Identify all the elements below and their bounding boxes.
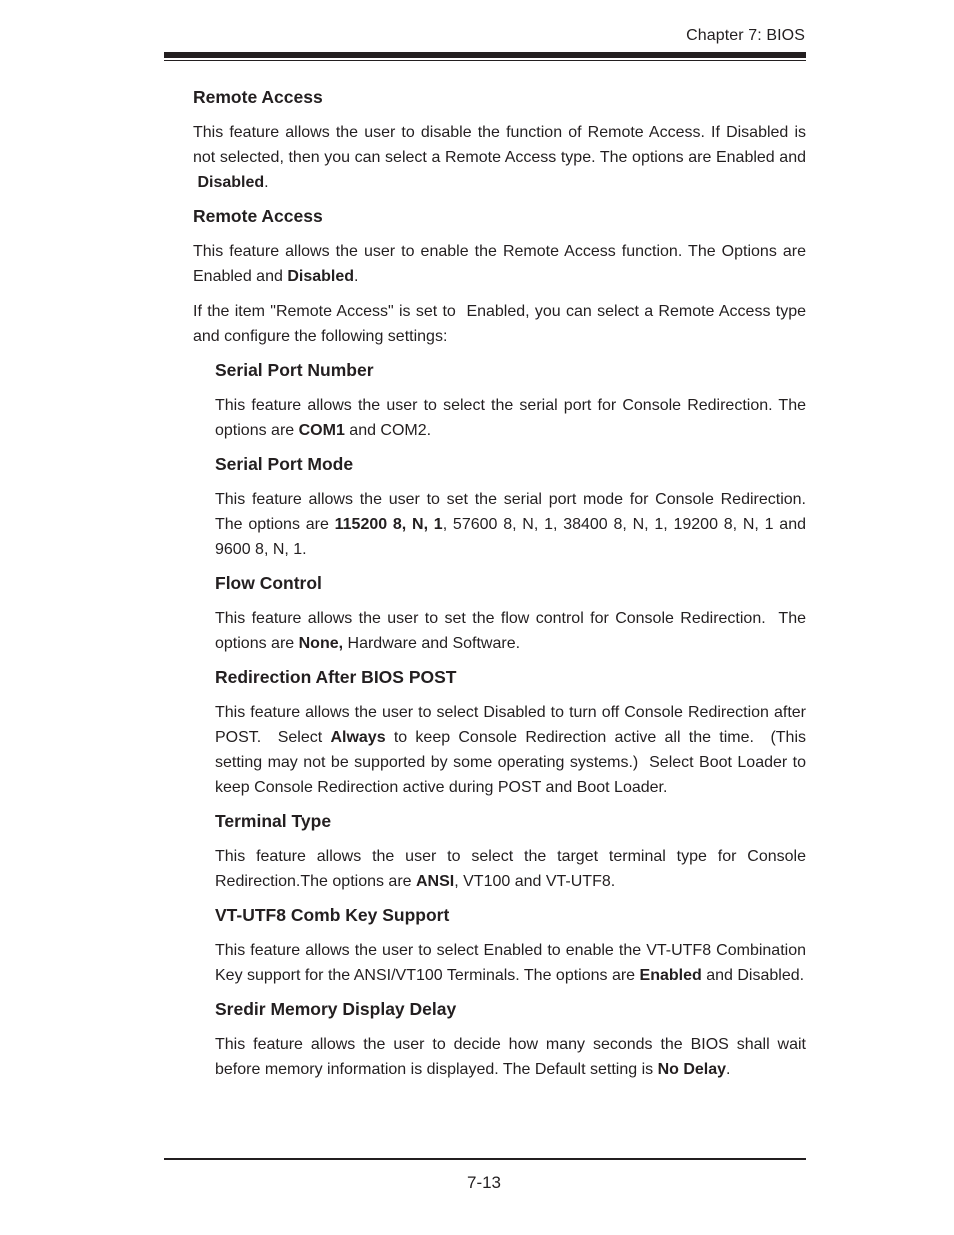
header-rule-thick [164,52,806,58]
section-paragraph: This feature allows the user to set the serial port mode for Console Redirection. The options are 115200 8, N, 1, 57600 8, N, 1, 38400 8, N, 1, 19200 8, N, 1 and 9600 8, N, 1. [215,491,807,558]
section-paragraph: This feature allows the user to disable the function of Remote Access. If Disabled is not selected, then you can select a Remote Access type. The options are Enabled and Disabled. [193,124,806,191]
chapter-header: Chapter 7: BIOS [686,27,805,44]
page-content [193,86,806,1082]
section-flow-control [215,572,806,656]
section-paragraph: This feature allows the user to select the serial port for Console Redirection. The options are COM1 and COM2. [215,397,806,439]
footer-rule [164,1158,806,1160]
section-heading: VT-UTF8 Comb Key Support [215,905,450,925]
section-terminal-type [215,810,806,894]
section-serial-port-number [215,359,806,443]
section-serial-port-mode [215,453,806,562]
section-paragraph: This feature allows the user to select Enabled to enable the VT-UTF8 Combination Key support for the ANSI/VT100 Terminals. The options are Enabled and Disabled. [215,942,806,984]
section-heading: Flow Control [215,573,322,593]
section-paragraph: This feature allows the user to enable the Remote Access function. The Options are Enabled and Disabled. [193,243,806,285]
section-heading: Remote Access [193,87,323,107]
section-heading: Remote Access [193,206,323,226]
section-heading: Serial Port Mode [215,454,354,474]
section-heading: Sredir Memory Display Delay [215,999,457,1019]
section-paragraph: This feature allows the user to select Disabled to turn off Console Redirection after POST. Select Always to keep Console Redirection active all the time. (This setting may not be supported by some operating systems.) Select Boot Loader to keep Console Redirection active during POST and Boot Loader. [215,704,806,796]
section-vt-utf8-comb-key-support [215,904,806,988]
section-sredir-memory-display-delay [215,998,806,1082]
header-rule-thin [164,60,806,61]
section-remote-access-2 [193,205,806,349]
section-paragraph: This feature allows the user to set the flow control for Console Redirection. The options are None, Hardware and Software. [215,610,806,652]
section-paragraph: This feature allows the user to select the target terminal type for Console Redirection.The options are ANSI, VT100 and VT-UTF8. [215,848,806,890]
section-paragraph: This feature allows the user to decide how many seconds the BIOS shall wait before memory information is displayed. The Default setting is No Delay. [215,1036,806,1078]
section-heading: Redirection After BIOS POST [215,667,457,687]
section-heading: Serial Port Number [215,360,374,380]
section-remote-access-1 [193,86,806,195]
section-paragraph: If the item "Remote Access" is set to Enabled, you can select a Remote Access type and configure the following settings: [193,303,806,345]
page-number: 7-13 [466,1173,502,1192]
section-heading: Terminal Type [215,811,332,831]
section-redirection-after-bios-post [215,666,806,800]
